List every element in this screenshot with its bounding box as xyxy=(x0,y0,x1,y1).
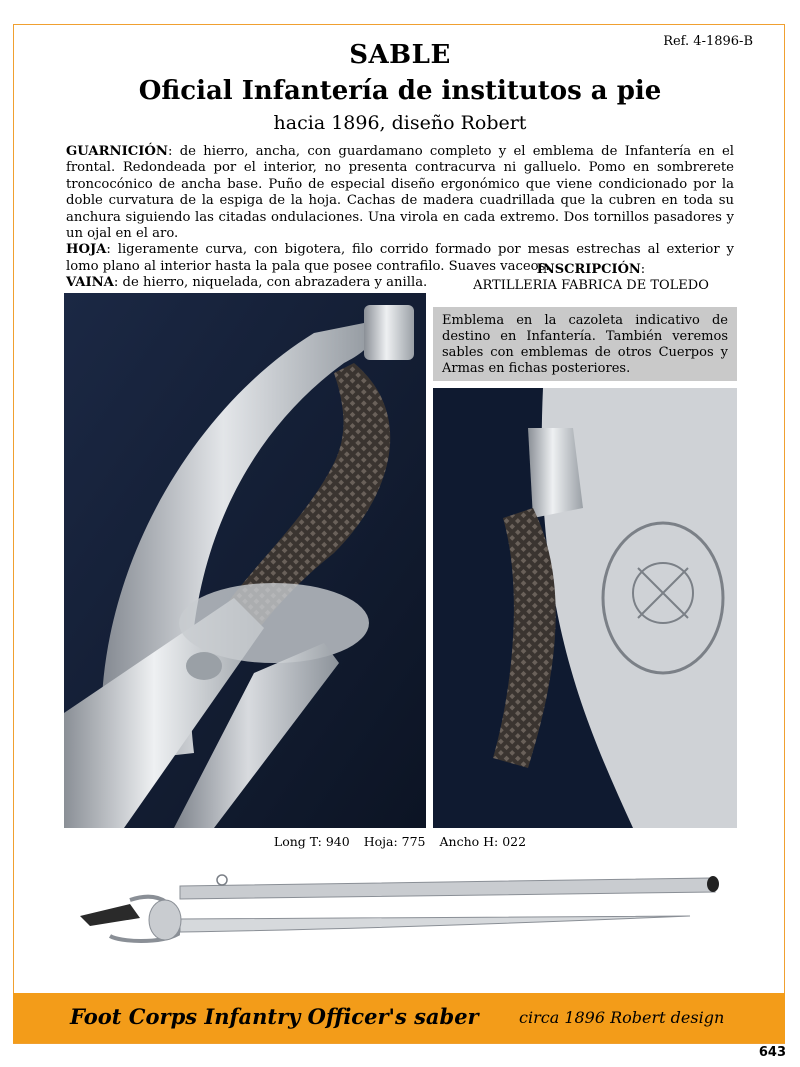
hoja-text: : ligeramente curva, con bigotera, filo corrido formado por mesas estrechas al exterior y lomo plano al interior hasta la pala que posee contrafilo. Suaves vaceos. xyxy=(66,242,734,274)
hilt-photo xyxy=(64,293,426,828)
vaina-text: : de hierro, niquelada, con abrazadera y anilla. xyxy=(113,275,428,291)
full-saber-photo xyxy=(70,864,730,974)
english-title: Foot Corps Infantry Officer's saber xyxy=(70,1004,479,1029)
guarnicion-text: : de hierro, ancha, con guardamano completo y el emblema de Infantería en el frontal. Redondeada por el interior, no presenta contracurva ni galluelo. Pomo en sombrerete troncocónico de ancha base. Puño de especial diseño ergonómico que viene condicionado por la doble curvatura de la espiga de la hoja. Cachas de madera cuadrillada que la cubren en toda su anchura siguiendo las citadas ondulaciones. Una virola en cada extremo. Dos tornillos pasadores y un ojal en el aro. xyxy=(66,144,734,242)
inscription-block xyxy=(460,262,722,294)
dim-width: Ancho H: 022 xyxy=(439,834,527,849)
guarnicion-label: GUARNICIÓN xyxy=(66,144,168,159)
dimensions-line xyxy=(0,834,800,849)
date-line: hacia 1896, diseño Robert xyxy=(273,112,527,134)
dim-blade: Hoja: 775 xyxy=(363,834,426,849)
page-title: SABLE xyxy=(349,40,451,70)
emblem-note: Emblema en la cazoleta indicativo de destino en Infantería. También veremos sables con emblemas de otros Cuerpos y Armas en fichas posteriores. xyxy=(433,307,737,381)
dim-length: Long T: 940 xyxy=(273,834,350,849)
inscription-text: ARTILLERIA FABRICA DE TOLEDO xyxy=(473,278,709,293)
inscription-label: INSCRIPCIÓN xyxy=(536,262,641,277)
guarnicion-paragraph xyxy=(66,144,734,242)
page-subtitle: Oficial Infantería de institutos a pie xyxy=(138,76,662,106)
reference-code: Ref. 4-1896-B xyxy=(663,34,753,49)
english-circa: circa 1896 Robert design xyxy=(519,1008,725,1027)
page-number: 643 xyxy=(758,1045,786,1060)
vaina-label: VAINA xyxy=(66,275,114,291)
footer-banner xyxy=(13,993,785,1043)
hoja-label: HOJA xyxy=(66,242,107,258)
emblem-photo xyxy=(433,388,737,828)
inscription-colon: : xyxy=(640,262,646,277)
